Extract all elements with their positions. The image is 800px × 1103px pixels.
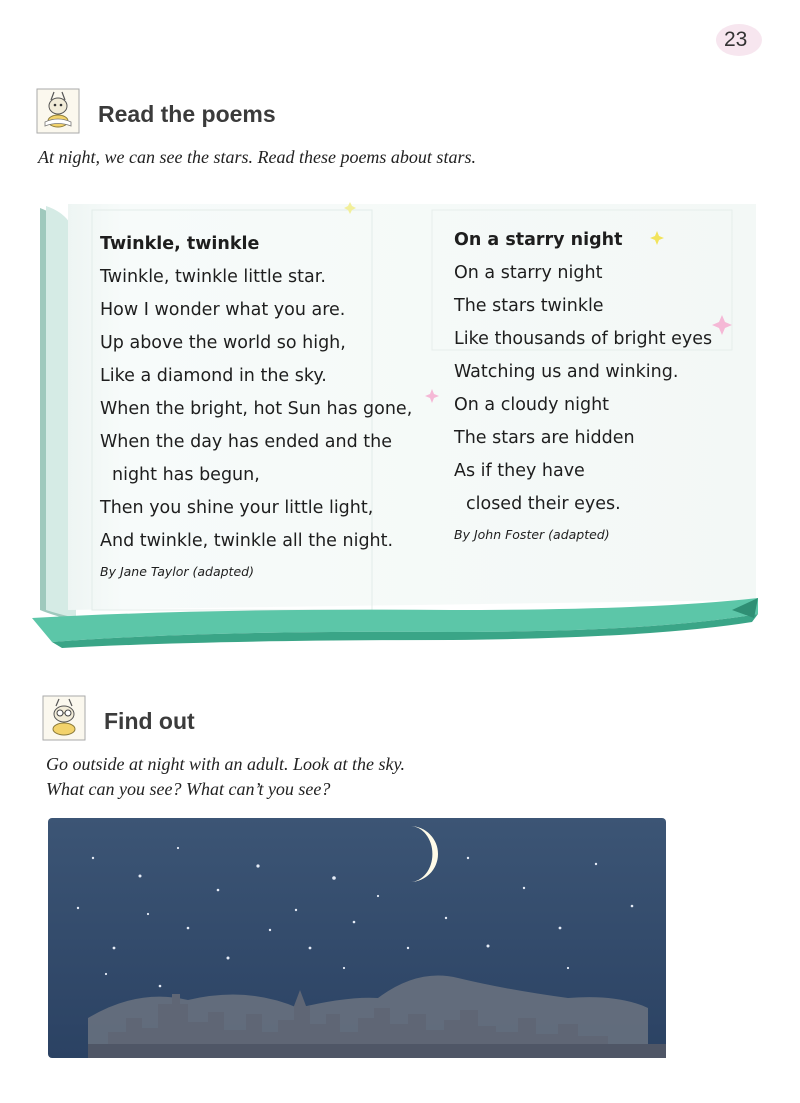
poem-byline: By John Foster (adapted): [454, 527, 610, 542]
reading-mascot-icon: [36, 88, 80, 134]
find-out-intro-line2: What can you see? What can’t you see?: [46, 779, 331, 799]
poem-line: How I wonder what you are.: [100, 300, 346, 320]
poem-line: The stars twinkle: [454, 296, 604, 316]
poem-line: When the bright, hot Sun has gone,: [100, 399, 413, 419]
poem-line: When the day has ended and the: [100, 432, 392, 452]
page-number: 23: [724, 28, 748, 51]
poem-line: Like a diamond in the sky.: [100, 366, 327, 386]
poem-line: Like thousands of bright eyes: [454, 329, 713, 349]
poem-line: Then you shine your little light,: [100, 498, 374, 518]
poem-line: closed their eyes.: [466, 494, 621, 514]
poem-starry-night: [454, 224, 712, 542]
read-poems-title: Read the poems: [98, 101, 276, 127]
poem-line: Watching us and winking.: [454, 362, 679, 382]
poem-twinkle: [100, 228, 412, 579]
poem-line: As if they have: [454, 461, 585, 481]
poem-line: On a starry night: [454, 263, 603, 283]
read-poems-intro: At night, we can see the stars. Read these poems about stars.: [38, 147, 476, 167]
poem-title: Twinkle, twinkle: [100, 234, 260, 254]
poem-line: Twinkle, twinkle little star.: [100, 267, 326, 287]
poem-line: night has begun,: [112, 465, 260, 485]
poem-book: [32, 190, 762, 650]
poem-line: On a cloudy night: [454, 395, 610, 415]
find-out-intro-line1: Go outside at night with an adult. Look at the sky.: [46, 754, 405, 774]
poem-line: Up above the world so high,: [100, 333, 346, 353]
poem-title: On a starry night: [454, 230, 623, 250]
poem-line: The stars are hidden: [454, 428, 635, 448]
find-out-title: Find out: [104, 708, 195, 734]
poem-line: And twinkle, twinkle all the night.: [100, 531, 394, 551]
searching-mascot-icon: [42, 695, 86, 741]
poem-byline: By Jane Taylor (adapted): [100, 564, 254, 579]
night-sky-illustration: [48, 818, 666, 1058]
